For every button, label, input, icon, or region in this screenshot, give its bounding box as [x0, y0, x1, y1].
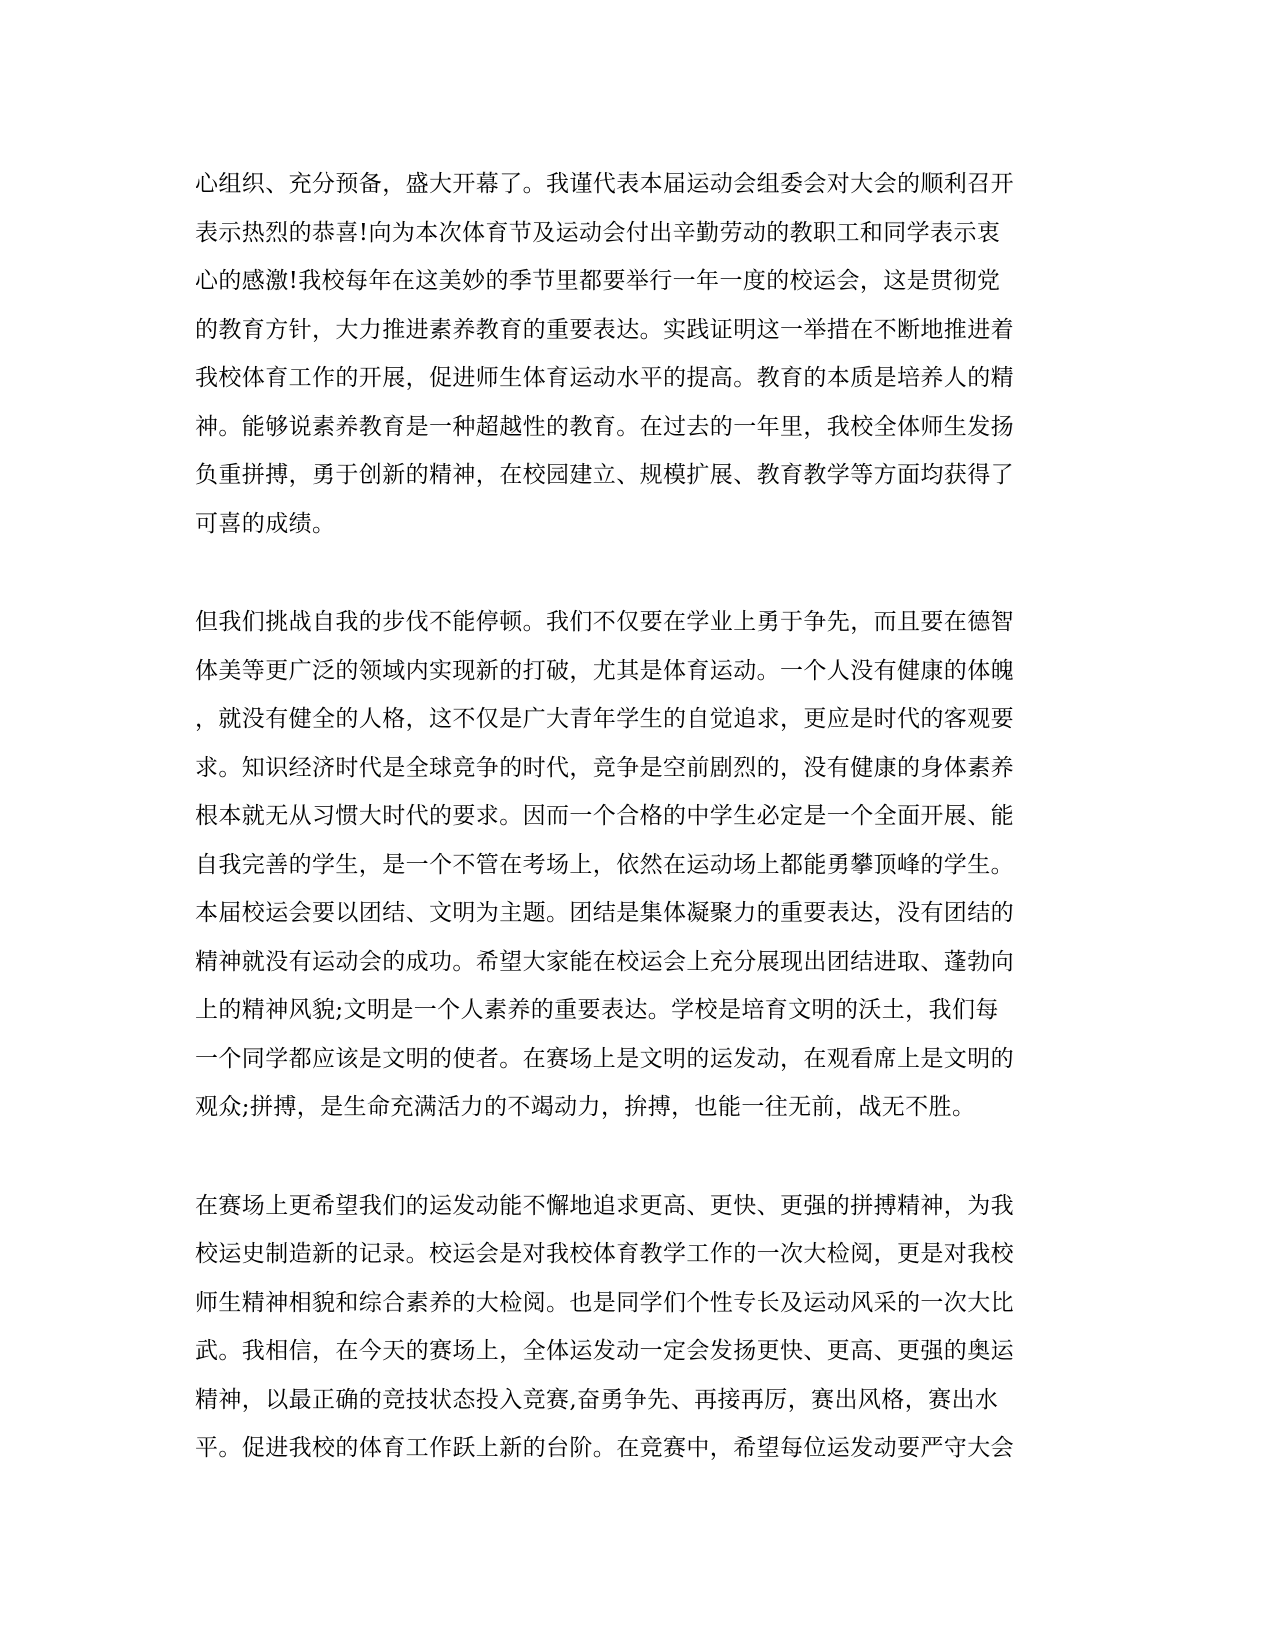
text-line: 上的精神风貌;文明是一个人素养的重要表达。学校是培育文明的沃土，我们每: [195, 997, 999, 1023]
text-line: 本届校运会要以团结、文明为主题。团结是集体凝聚力的重要表达，没有团结的: [195, 900, 1014, 926]
text-line: 师生精神相貌和综合素养的大检阅。也是同学们个性专长及运动风采的一次大比: [195, 1289, 1014, 1316]
text-line: 自我完善的学生，是一个不管在考场上，依然在运动场上都能勇攀顶峰的学生。: [195, 851, 1014, 878]
text-line: 心组织、充分预备，盛大开幕了。我谨代表本届运动会组委会对大会的顺利召开: [195, 171, 1014, 197]
text-line: 负重拼搏，勇于创新的精神，在校园建立、规模扩展、教育教学等方面均获得了: [195, 462, 1014, 488]
text-line: 平。促进我校的体育工作跃上新的台阶。在竞赛中，希望每位运发动要严守大会: [195, 1435, 1014, 1461]
text-line: 精神就没有运动会的成功。希望大家能在校运会上充分展现出团结进取、蓬勃向: [195, 948, 1014, 975]
text-line: 神。能够说素养教育是一种超越性的教育。在过去的一年里，我校全体师生发扬: [195, 413, 1014, 440]
paragraph-spacer: [195, 1132, 1075, 1182]
document-body: [195, 160, 1075, 1473]
paragraph-spacer: [195, 548, 1075, 598]
text-line: 武。我相信，在今天的赛场上，全体运发动一定会发扬更快、更高、更强的奥运: [195, 1338, 1014, 1364]
text-line: 可喜的成绩。: [195, 510, 336, 537]
text-line: 表示热烈的恭喜!向为本次体育节及运动会付出辛勤劳动的教职工和同学表示衷: [195, 219, 1001, 246]
text-line: 校运史制造新的记录。校运会是对我校体育教学工作的一次大检阅，更是对我校: [195, 1241, 1014, 1267]
paragraph-3: [195, 1182, 1075, 1473]
paragraph-1: [195, 160, 1075, 548]
text-line: 一个同学都应该是文明的使者。在赛场上是文明的运发动，在观看席上是文明的: [195, 1045, 1014, 1072]
text-line: 观众;拼搏，是生命充满活力的不竭动力，拚搏，也能一往无前，战无不胜。: [195, 1094, 976, 1120]
text-line: 根本就无从习惯大时代的要求。因而一个合格的中学生必定是一个全面开展、能: [195, 803, 1014, 829]
text-line: 体美等更广泛的领域内实现新的打破，尤其是体育运动。一个人没有健康的体魄: [195, 657, 1014, 684]
text-line: 在赛场上更希望我们的运发动能不懈地追求更高、更快、更强的拼搏精神，为我: [195, 1192, 1014, 1219]
text-line: 精神，以最正确的竞技状态投入竞赛,奋勇争先、再接再厉，赛出风格，赛出水: [195, 1386, 999, 1413]
text-line: ，就没有健全的人格，这不仅是广大青年学生的自觉追求，更应是时代的客观要: [195, 706, 1014, 732]
text-line: 求。知识经济时代是全球竞争的时代，竞争是空前剧烈的，没有健康的身体素养: [195, 754, 1014, 781]
text-line: 心的感激!我校每年在这美妙的季节里都要举行一年一度的校运会，这是贯彻党: [195, 268, 1001, 294]
text-line: 但我们挑战自我的步伐不能停顿。我们不仅要在学业上勇于争先，而且要在德智: [195, 609, 1014, 635]
paragraph-2: [195, 598, 1075, 1132]
text-line: 的教育方针，大力推进素养教育的重要表达。实践证明这一举措在不断地推进着: [195, 316, 1014, 343]
text-line: 我校体育工作的开展，促进师生体育运动水平的提高。教育的本质是培养人的精: [195, 365, 1014, 391]
